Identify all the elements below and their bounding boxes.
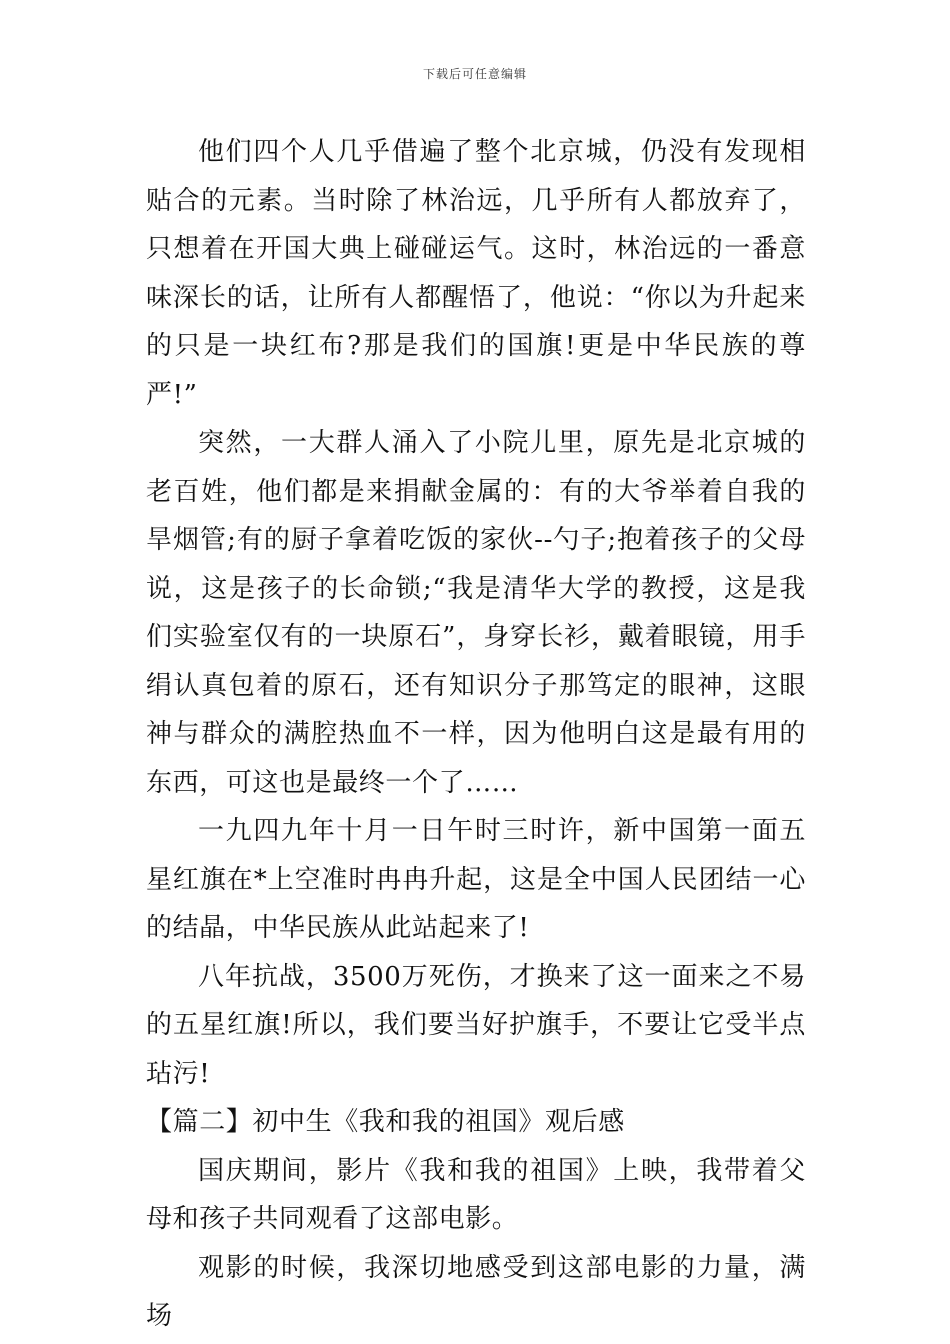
paragraph: 国庆期间，影片《我和我的祖国》上映，我带着父母和孩子共同观看了这部电影。 bbox=[146, 1155, 806, 1234]
paragraph: 观影的时候，我深切地感受到这部电影的力量，满场 bbox=[146, 1252, 806, 1331]
header-note: 下载后可任意编辑 bbox=[422, 67, 527, 81]
section-heading: 【篇二】初中生《我和我的祖国》观后感 bbox=[146, 1107, 625, 1137]
paragraph: 突然，一大群人涌入了小院儿里，原先是北京城的老百姓，他们都是来捐献金属的：有的大爷举着自我的旱烟管;有的厨子拿着吃饭的家伙--勺子;抱着孩子的父母说，这是孩子的长命锁;“我是清华大学的教授，这是我们实验室仅有的一块原石”，身穿长衫，戴着眼镜，用手绢认真包着的原石，还有知识分子那笃定的眼神，这眼神与群众的满腔热血不一样，因为他明白这是最有用的东西，可这也是最终一个了…… bbox=[146, 428, 806, 798]
paragraph: 他们四个人几乎借遍了整个北京城，仍没有发现相贴合的元素。当时除了林治远，几乎所有人都放弃了，只想着在开国大典上碰碰运气。这时，林治远的一番意味深长的话，让所有人都醒悟了，他说：“你以为升起来的只是一块红布?那是我们的国旗!更是中华民族的尊严!” bbox=[146, 137, 806, 410]
document-body bbox=[146, 128, 806, 1341]
paragraph: 八年抗战，3500万死伤，才换来了这一面来之不易的五星红旗!所以，我们要当好护旗手，不要让它受半点玷污! bbox=[146, 961, 806, 1089]
paragraph: 一九四九年十月一日午时三时许，新中国第一面五星红旗在*上空准时冉冉升起，这是全中国人民团结一心的结晶，中华民族从此站起来了! bbox=[146, 816, 806, 943]
